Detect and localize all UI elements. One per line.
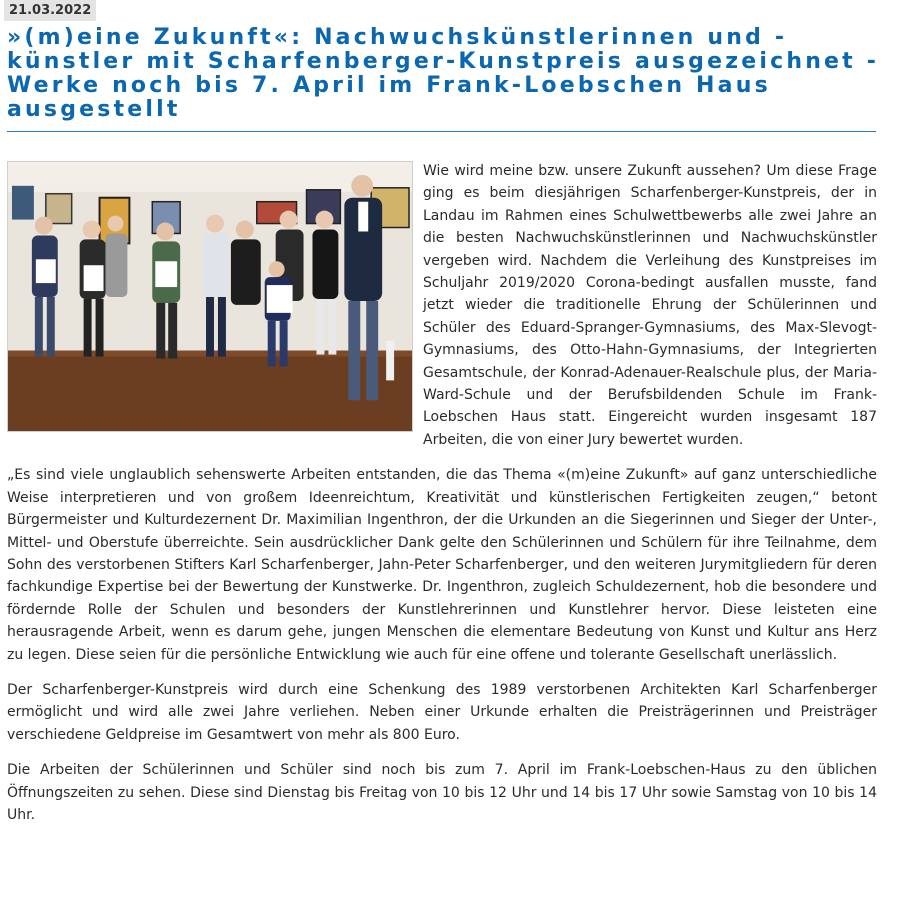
- group-photo[interactable]: [7, 161, 413, 432]
- article-paragraph: „Es sind viele unglaublich sehenswerte Arbeiten entstanden, die das Thema «(m)eine Zukunft» auf ganz unterschiedliche Weise interpretieren und von großem Ideenreichtum, Kreativität und künstlerischen Fertigkeiten zeugen,“ betont Bürgermeister und Kulturdezernent Dr. Maximilian Ingenthron, der die Urkunden an die Siegerinnen und Sieger der Unter-, Mittel- und Oberstufe überreichte. Sein ausdrücklicher Dank gelte den Schülerinnen und Schülern für ihre Teilnahme, dem Sohn des verstorbenen Stifters Karl Scharfenberger, Jahn-Peter Scharfenberger, und den weiteren Jurymitgliedern für deren fachkundige Expertise bei der Bewertung der Kunstwerke. Dr. Ingenthron, zugleich Schuldezernent, hob die besondere und fördernde Rolle der Schulen und besonders der Kunstlehrerinnen und Kunstlehrer hervor. Diese leisteten eine herausragende Arbeit, wenn es darum gehe, jungen Menschen die elementare Bedeutung von Kunst und Kultur ans Herz zu legen. Diese seien für die persönliche Entwicklung wie auch für eine offene und tolerante Gesellschaft unerlässlich.: [7, 467, 877, 663]
- article-paragraph: Die Arbeiten der Schülerinnen und Schüler sind noch bis zum 7. April im Frank-Loebschen-Haus zu den üblichen Öffnungszeiten zu sehen. Diese sind Dienstag bis Freitag von 10 bis 12 Uhr und 14 bis 17 Uhr sowie Samstag von 10 bis 14 Uhr.: [7, 762, 877, 823]
- article-paragraph: Wie wird meine bzw. unsere Zukunft aussehen? Um diese Frage ging es beim diesjährigen Scharfenberger-Kunstpreis, der in Landau im Rahmen eines Schulwettbewerbs alle zwei Jahre an die besten Nachwuchskünstlerinnen und Nachwuchskünstler vergeben wird. Nachdem die Verleihung des Kunstpreises im Schuljahr 2019/2020 Corona-bedingt ausfallen musste, fand jetzt wieder die traditionelle Ehrung der Schülerinnen und Schüler des Eduard-Spranger-Gymnasiums, des Max-Slevogt-Gymnasiums, des Otto-Hahn-Gymnasiums, der Integrierten Gesamtschule, der Konrad-Adenauer-Realschule plus, der Maria-Ward-Schule und der Berufsbildenden Schule im Frank-Loebschen Haus statt. Eingereicht wurden insgesamt 187 Arbeiten, die von einer Jury bewertet wurden.: [423, 163, 877, 448]
- article-body: [7, 160, 877, 839]
- group-photo-image: [8, 162, 412, 431]
- article-headline: »(m)eine Zukunft«: Nachwuchskünstlerinnen und -künstler mit Scharfenberger-Kunstpreis ausgezeichnet - Werke noch bis 7. April im Frank-Loebschen Haus ausgestellt: [7, 25, 880, 122]
- headline-divider: [7, 131, 876, 132]
- article-date: 21.03.2022: [4, 0, 96, 21]
- article-paragraph: Der Scharfenberger-Kunstpreis wird durch eine Schenkung des 1989 verstorbenen Architekten Karl Scharfenberger ermöglicht und wird alle zwei Jahre verliehen. Neben einer Urkunde erhalten die Preisträgerinnen und Preisträger verschiedene Geldpreise im Gesamtwert von mehr als 800 Euro.: [7, 681, 877, 743]
